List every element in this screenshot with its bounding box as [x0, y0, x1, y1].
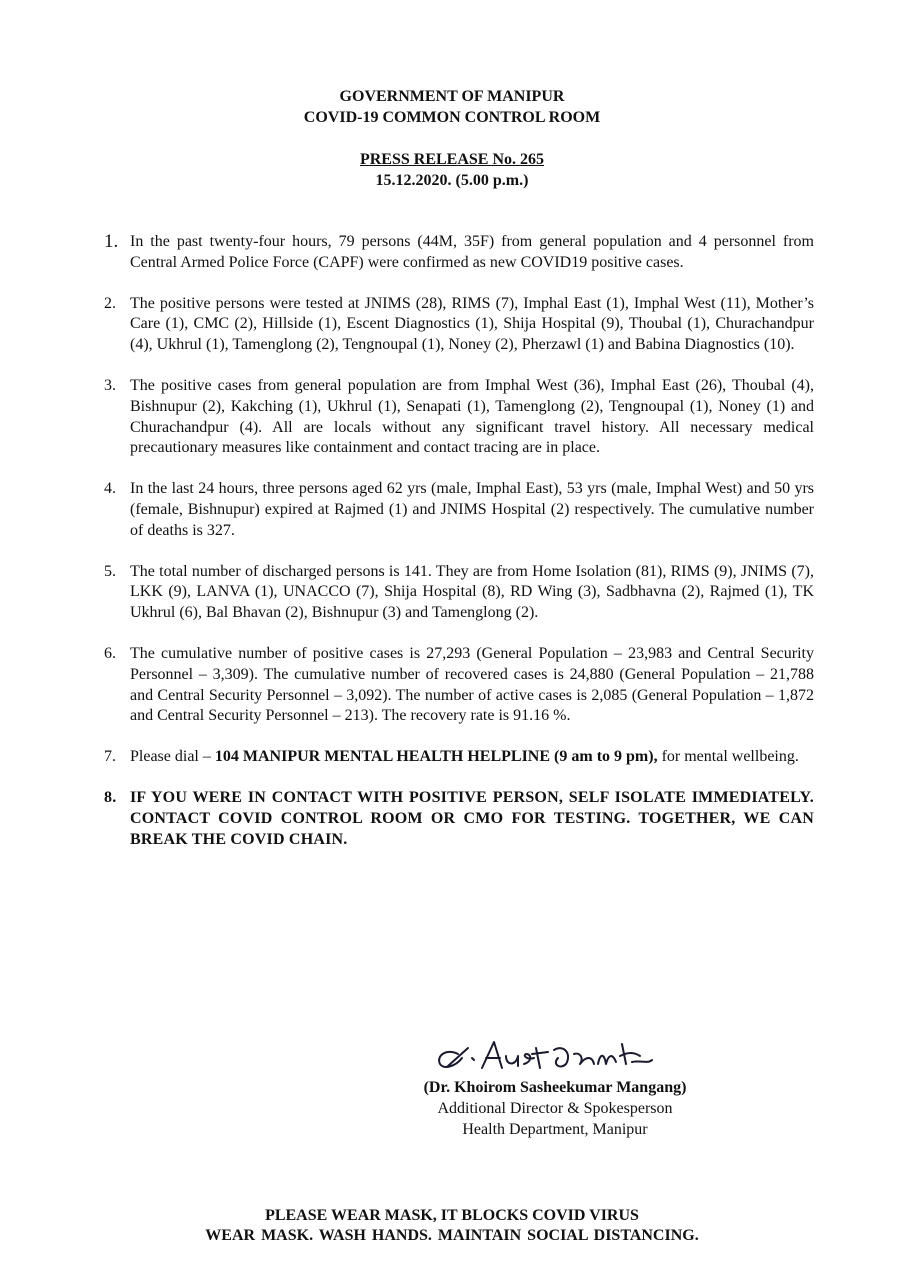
item-testing-centres [104, 294, 814, 356]
item-number: 6. [104, 644, 116, 662]
item-text: The positive persons were tested at JNIMS (28), RIMS (7), Imphal East (1), Imphal West (11), Mother’s Care (1), CMC (2), Hillside (1), Escent Diagnostics (1), Shija Hospital (9), Thoubal (1), Churachandpur (4), Ukhrul (1), Tamenglong (2), Tengnoupal (1), Noney (2), Pherzawl (1) and Babina Diagnostics (10). [130, 294, 814, 354]
item-discharged [104, 562, 814, 624]
item-text: The cumulative number of positive cases is 27,293 (General Population – 23,983 and Central Security Personnel – 3,309). The cumulative number of recovered cases is 24,880 (General Population – 21,788 and Central Security Personnel – 3,092). The number of active cases is 2,085 (General Population – 1,872 and Central Security Personnel – 213). The recovery rate is 91.16 %. [130, 644, 814, 725]
item-helpline [104, 747, 814, 768]
government-heading: GOVERNMENT OF MANIPUR [339, 88, 565, 105]
helpline-number: 104 MANIPUR MENTAL HEALTH HELPLINE (9 am to 9 pm), [214, 748, 658, 766]
item-number: 2. [104, 294, 116, 312]
item-text: IF YOU WERE IN CONTACT WITH POSITIVE PERSON, SELF ISOLATE IMMEDIATELY. CONTACT COVID CONTROL ROOM OR CMO FOR TESTING. TOGETHER, WE CAN BREAK THE COVID CHAIN. [130, 788, 814, 848]
item-text: The positive cases from general population are from Imphal West (36), Imphal East (26), Thoubal (4), Bishnupur (2), Kakching (1), Ukhrul (1), Senapati (1), Tamenglong (2), Tengnoupal (1), Noney (1) and Churachandpur (4). All are locals without any significant travel history. All necessary medical precautionary measures like containment and contact tracing are in place. [130, 376, 814, 457]
item-number: 5. [104, 562, 116, 580]
item-self-isolate-notice [104, 788, 814, 850]
signatory-designation: Additional Director & Spokesperson [437, 1099, 673, 1117]
item-number: 1. [104, 231, 119, 252]
item-text: In the past twenty-four hours, 79 persons (44M, 35F) from general population and 4 personnel from Central Armed Police Force (CAPF) were confirmed as new COVID19 positive cases. [130, 233, 814, 271]
item-number: 7. [104, 748, 116, 766]
press-release-number: PRESS RELEASE No. 265 [359, 151, 545, 168]
signatory-block [388, 1078, 722, 1140]
item-case-districts [104, 376, 814, 459]
control-room-heading: COVID-19 COMMON CONTROL ROOM [303, 109, 601, 126]
item-new-cases [104, 232, 814, 274]
press-release-date: 15.12.2020. (5.00 p.m.) [375, 172, 529, 189]
signatory-department: Health Department, Manipur [462, 1120, 648, 1138]
helpline-suffix: for mental wellbeing. [657, 748, 799, 766]
footer-mask-notice: PLEASE WEAR MASK, IT BLOCKS COVID VIRUS [265, 1207, 639, 1224]
helpline-prefix: Please dial – [130, 748, 215, 766]
signature-image [428, 1034, 658, 1078]
item-text: In the last 24 hours, three persons aged 62 yrs (male, Imphal East), 53 yrs (male, Imphal West) and 50 yrs (female, Bishnupur) expired at Rajmed (1) and JNIMS Hospital (2) respectively. The cumulative number of deaths is 327. [130, 480, 814, 539]
item-deaths [104, 479, 814, 541]
item-number: 4. [104, 480, 116, 498]
item-cumulative-stats [104, 644, 814, 727]
item-number: 3. [104, 376, 116, 394]
item-number: 8. [104, 788, 117, 806]
footer-safety-slogan: WEAR MASK. WASH HANDS. MAINTAIN SOCIAL DISTANCING. [205, 1227, 699, 1244]
item-text: The total number of discharged persons is 141. They are from Home Isolation (81), RIMS (9), JNIMS (7), LKK (9), LANVA (1), UNACCO (7), Shija Hospital (8), RD Wing (3), Sadbhavna (2), Rajmed (1), TK Ukhrul (6), Bal Bhavan (2), Bishnupur (3) and Tamenglong (2). [130, 562, 814, 622]
press-release-items [104, 232, 814, 870]
signatory-name: (Dr. Khoirom Sasheekumar Mangang) [423, 1079, 687, 1096]
